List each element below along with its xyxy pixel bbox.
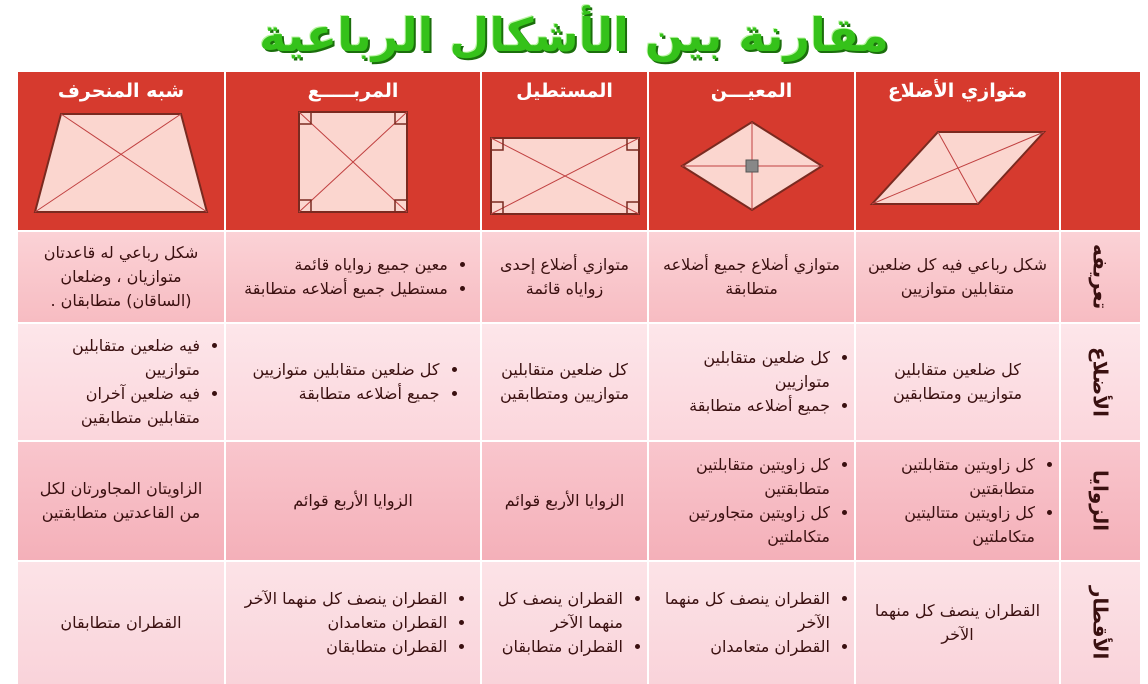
bullet-list — [252, 358, 453, 406]
row-label-angles — [1061, 442, 1140, 560]
list-item: • كل زاويتين متجاورتين متكاملتين — [659, 501, 830, 549]
column-name: شبه المنحرف — [57, 80, 185, 102]
bullet-list — [659, 346, 844, 418]
list-item: • فيه ضلعين متقابلين متوازيين — [28, 334, 200, 382]
list-item: • مستطيل جميع أضلاعه متطابقة — [244, 277, 448, 301]
column-name: المعيـــن — [710, 80, 793, 102]
cell-definition-square — [226, 232, 480, 322]
cell-text: كل ضلعين متقابلين متوازيين ومتطابقين — [892, 360, 1023, 403]
bullet-list — [659, 453, 844, 549]
cell-text: الزاويتان المجاورتان لكل من القاعدتين متطابقتين — [39, 479, 203, 522]
bullet-list — [492, 587, 637, 659]
cell-text: شكل رباعي له قاعدتان متوازيان ، وضلعان (الساقان) متطابقان . — [43, 243, 199, 310]
cell-text: الزوايا الأربع قوائم — [504, 491, 625, 510]
cell-text: متوازي أضلاع جميع أضلاعه متطابقة — [663, 255, 840, 298]
bullet-list — [866, 453, 1049, 549]
column-name: المستطيل — [516, 80, 613, 102]
cell-diagonals-rectangle — [482, 562, 647, 684]
list-item: • القطران ينصف كل منهما الآخر — [492, 587, 623, 635]
row-label-text: الزوايا — [1088, 470, 1113, 532]
bullet-list — [659, 587, 844, 659]
cell-text: القطران متطابقان — [60, 613, 182, 632]
cell-sides-trapezoid — [18, 324, 224, 440]
column-header-rectangle — [482, 72, 647, 230]
bullet-list — [28, 334, 214, 430]
cell-sides-rhombus — [649, 324, 854, 440]
row-label-text: الأضلاع — [1088, 347, 1113, 417]
cell-sides-rectangle — [482, 324, 647, 440]
cell-definition-parallelogram — [856, 232, 1059, 322]
cell-angles-square — [226, 442, 480, 560]
cell-definition-rectangle — [482, 232, 647, 322]
row-label-text: الأقطار — [1088, 586, 1113, 660]
header-corner — [1061, 72, 1140, 230]
list-item: • كل ضلعين متقابلين متوازيين — [659, 346, 830, 394]
bullet-list — [245, 587, 462, 659]
column-header-trapezoid — [18, 72, 224, 230]
cell-text: شكل رباعي فيه كل ضلعين متقابلين متوازيين — [867, 255, 1048, 298]
cell-diagonals-parallelogram — [856, 562, 1059, 684]
list-item: • القطران متطابقان — [492, 635, 623, 659]
cell-sides-parallelogram — [856, 324, 1059, 440]
column-header-parallelogram — [856, 72, 1059, 230]
cell-angles-rectangle — [482, 442, 647, 560]
comparison-table — [18, 72, 1144, 678]
list-item: • القطران ينصف كل منهما الآخر — [245, 587, 448, 611]
parallelogram-icon — [868, 108, 1048, 218]
cell-sides-square — [226, 324, 480, 440]
column-header-rhombus — [649, 72, 854, 230]
list-item: • كل ضلعين متقابلين متوازيين — [252, 358, 439, 382]
cell-text: كل ضلعين متقابلين متوازيين ومتطابقين — [499, 360, 630, 403]
cell-diagonals-square — [226, 562, 480, 684]
cell-definition-trapezoid — [18, 232, 224, 322]
square-icon — [283, 108, 423, 218]
column-name: متوازي الأضلاع — [887, 80, 1028, 102]
row-label-diagonals — [1061, 562, 1140, 684]
cell-diagonals-rhombus — [649, 562, 854, 684]
cell-angles-rhombus — [649, 442, 854, 560]
rhombus-icon — [672, 108, 832, 218]
trapezoid-icon — [31, 108, 211, 218]
cell-text: القطران ينصف كل منهما الآخر — [874, 601, 1041, 644]
cell-text: متوازي أضلاع إحدى زواياه قائمة — [500, 255, 629, 298]
list-item: • فيه ضلعين آخران متقابلين متطابقين — [28, 382, 200, 430]
list-item: • القطران متطابقان — [245, 635, 448, 659]
list-item: • جميع أضلاعه متطابقة — [252, 382, 439, 406]
row-label-definition — [1061, 232, 1140, 322]
cell-text: الزوايا الأربع قوائم — [293, 491, 413, 510]
row-label-text: تعريفه — [1088, 244, 1113, 310]
cell-definition-rhombus — [649, 232, 854, 322]
list-item: • كل زاويتين متتاليتين متكاملتين — [866, 501, 1035, 549]
list-item: • القطران متعامدان — [659, 635, 830, 659]
cell-diagonals-trapezoid — [18, 562, 224, 684]
list-item: • كل زاويتين متقابلتين متطابقتين — [659, 453, 830, 501]
list-item: • جميع أضلاعه متطابقة — [659, 394, 830, 418]
list-item: • كل زاويتين متقابلتين متطابقتين — [866, 453, 1035, 501]
list-item: • معين جميع زواياه قائمة — [244, 253, 448, 277]
list-item: • القطران متعامدان — [245, 611, 448, 635]
row-label-sides — [1061, 324, 1140, 440]
cell-angles-trapezoid — [18, 442, 224, 560]
column-header-square — [226, 72, 480, 230]
cell-angles-parallelogram — [856, 442, 1059, 560]
page-title: مقارنة بين الأشكال الرباعية — [259, 8, 889, 62]
rectangle-icon — [485, 108, 645, 218]
bullet-list — [244, 253, 462, 301]
list-item: • القطران ينصف كل منهما الآخر — [659, 587, 830, 635]
column-name: المربـــــع — [307, 80, 399, 102]
